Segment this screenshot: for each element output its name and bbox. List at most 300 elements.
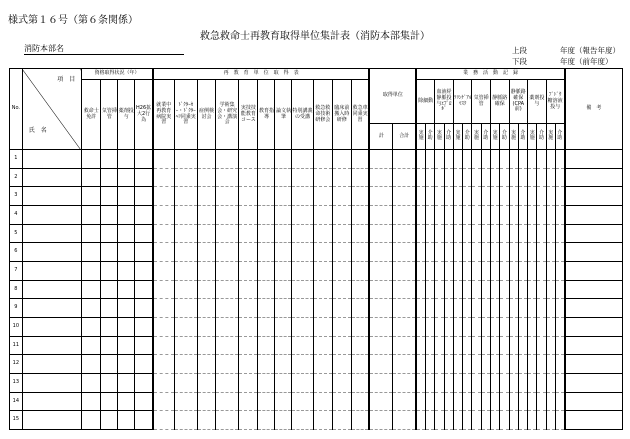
entry-cell[interactable]: [101, 280, 118, 299]
entry-cell[interactable]: [453, 411, 462, 430]
entry-cell[interactable]: [153, 411, 174, 430]
entry-cell[interactable]: [135, 261, 153, 280]
entry-cell[interactable]: [490, 168, 499, 187]
entry-cell[interactable]: [393, 187, 416, 206]
entry-cell[interactable]: [425, 373, 434, 392]
entry-cell[interactable]: [555, 299, 564, 318]
remarks-cell[interactable]: [565, 243, 623, 262]
entry-cell[interactable]: [118, 373, 135, 392]
remarks-cell[interactable]: [565, 355, 623, 374]
name-cell[interactable]: [22, 317, 81, 336]
entry-cell[interactable]: [197, 317, 215, 336]
entry-cell[interactable]: [292, 355, 313, 374]
entry-cell[interactable]: [425, 168, 434, 187]
entry-cell[interactable]: [174, 261, 197, 280]
entry-cell[interactable]: [518, 243, 527, 262]
entry-cell[interactable]: [463, 299, 472, 318]
entry-cell[interactable]: [528, 261, 537, 280]
entry-cell[interactable]: [82, 224, 101, 243]
entry-cell[interactable]: [425, 299, 434, 318]
entry-cell[interactable]: [369, 243, 392, 262]
entry-cell[interactable]: [500, 317, 509, 336]
entry-cell[interactable]: [82, 336, 101, 355]
entry-cell[interactable]: [416, 224, 425, 243]
entry-cell[interactable]: [275, 261, 292, 280]
entry-cell[interactable]: [435, 224, 444, 243]
name-cell[interactable]: [22, 336, 81, 355]
entry-cell[interactable]: [528, 205, 537, 224]
fire-hq-name-line[interactable]: [24, 54, 184, 55]
entry-cell[interactable]: [509, 149, 518, 168]
entry-cell[interactable]: [118, 392, 135, 411]
entry-cell[interactable]: [101, 411, 118, 430]
entry-cell[interactable]: [258, 336, 275, 355]
entry-cell[interactable]: [275, 411, 292, 430]
name-cell[interactable]: [22, 355, 81, 374]
entry-cell[interactable]: [555, 149, 564, 168]
entry-cell[interactable]: [481, 243, 490, 262]
entry-cell[interactable]: [174, 187, 197, 206]
entry-cell[interactable]: [393, 205, 416, 224]
entry-cell[interactable]: [101, 355, 118, 374]
remarks-cell[interactable]: [565, 187, 623, 206]
entry-cell[interactable]: [555, 411, 564, 430]
entry-cell[interactable]: [435, 243, 444, 262]
entry-cell[interactable]: [416, 373, 425, 392]
entry-cell[interactable]: [153, 336, 174, 355]
entry-cell[interactable]: [332, 392, 351, 411]
entry-cell[interactable]: [82, 187, 101, 206]
entry-cell[interactable]: [393, 336, 416, 355]
entry-cell[interactable]: [453, 392, 462, 411]
entry-cell[interactable]: [490, 280, 499, 299]
entry-cell[interactable]: [82, 149, 101, 168]
entry-cell[interactable]: [393, 149, 416, 168]
entry-cell[interactable]: [313, 355, 332, 374]
entry-cell[interactable]: [216, 355, 239, 374]
entry-cell[interactable]: [537, 317, 546, 336]
entry-cell[interactable]: [416, 392, 425, 411]
entry-cell[interactable]: [472, 411, 481, 430]
entry-cell[interactable]: [490, 411, 499, 430]
entry-cell[interactable]: [275, 355, 292, 374]
entry-cell[interactable]: [174, 355, 197, 374]
entry-cell[interactable]: [369, 299, 392, 318]
entry-cell[interactable]: [425, 336, 434, 355]
remarks-cell[interactable]: [565, 336, 623, 355]
entry-cell[interactable]: [118, 317, 135, 336]
entry-cell[interactable]: [416, 261, 425, 280]
entry-cell[interactable]: [518, 168, 527, 187]
entry-cell[interactable]: [481, 149, 490, 168]
entry-cell[interactable]: [537, 299, 546, 318]
entry-cell[interactable]: [118, 224, 135, 243]
entry-cell[interactable]: [82, 261, 101, 280]
entry-cell[interactable]: [444, 187, 453, 206]
entry-cell[interactable]: [509, 187, 518, 206]
entry-cell[interactable]: [528, 317, 537, 336]
entry-cell[interactable]: [258, 299, 275, 318]
entry-cell[interactable]: [509, 243, 518, 262]
entry-cell[interactable]: [393, 243, 416, 262]
entry-cell[interactable]: [369, 336, 392, 355]
entry-cell[interactable]: [435, 392, 444, 411]
entry-cell[interactable]: [101, 336, 118, 355]
entry-cell[interactable]: [216, 168, 239, 187]
entry-cell[interactable]: [135, 149, 153, 168]
entry-cell[interactable]: [197, 168, 215, 187]
entry-cell[interactable]: [153, 392, 174, 411]
entry-cell[interactable]: [463, 411, 472, 430]
entry-cell[interactable]: [275, 317, 292, 336]
entry-cell[interactable]: [258, 317, 275, 336]
entry-cell[interactable]: [528, 392, 537, 411]
entry-cell[interactable]: [481, 373, 490, 392]
entry-cell[interactable]: [435, 149, 444, 168]
entry-cell[interactable]: [463, 261, 472, 280]
entry-cell[interactable]: [500, 299, 509, 318]
entry-cell[interactable]: [453, 243, 462, 262]
entry-cell[interactable]: [435, 373, 444, 392]
entry-cell[interactable]: [313, 392, 332, 411]
entry-cell[interactable]: [275, 299, 292, 318]
entry-cell[interactable]: [351, 317, 369, 336]
entry-cell[interactable]: [463, 336, 472, 355]
entry-cell[interactable]: [453, 373, 462, 392]
remarks-cell[interactable]: [565, 299, 623, 318]
entry-cell[interactable]: [472, 317, 481, 336]
entry-cell[interactable]: [528, 411, 537, 430]
entry-cell[interactable]: [472, 205, 481, 224]
entry-cell[interactable]: [416, 336, 425, 355]
entry-cell[interactable]: [174, 205, 197, 224]
entry-cell[interactable]: [118, 411, 135, 430]
entry-cell[interactable]: [197, 205, 215, 224]
entry-cell[interactable]: [174, 168, 197, 187]
entry-cell[interactable]: [197, 373, 215, 392]
entry-cell[interactable]: [393, 280, 416, 299]
name-cell[interactable]: [22, 373, 81, 392]
entry-cell[interactable]: [118, 243, 135, 262]
entry-cell[interactable]: [351, 299, 369, 318]
entry-cell[interactable]: [313, 317, 332, 336]
entry-cell[interactable]: [275, 243, 292, 262]
entry-cell[interactable]: [258, 205, 275, 224]
entry-cell[interactable]: [537, 243, 546, 262]
entry-cell[interactable]: [82, 205, 101, 224]
entry-cell[interactable]: [509, 355, 518, 374]
entry-cell[interactable]: [332, 187, 351, 206]
entry-cell[interactable]: [546, 243, 555, 262]
entry-cell[interactable]: [197, 261, 215, 280]
entry-cell[interactable]: [332, 317, 351, 336]
entry-cell[interactable]: [518, 392, 527, 411]
name-cell[interactable]: [22, 243, 81, 262]
entry-cell[interactable]: [174, 280, 197, 299]
entry-cell[interactable]: [393, 317, 416, 336]
entry-cell[interactable]: [518, 411, 527, 430]
entry-cell[interactable]: [135, 411, 153, 430]
entry-cell[interactable]: [472, 243, 481, 262]
entry-cell[interactable]: [509, 373, 518, 392]
entry-cell[interactable]: [425, 280, 434, 299]
entry-cell[interactable]: [444, 168, 453, 187]
entry-cell[interactable]: [509, 299, 518, 318]
entry-cell[interactable]: [472, 280, 481, 299]
entry-cell[interactable]: [101, 187, 118, 206]
entry-cell[interactable]: [416, 299, 425, 318]
entry-cell[interactable]: [453, 355, 462, 374]
entry-cell[interactable]: [490, 355, 499, 374]
entry-cell[interactable]: [258, 373, 275, 392]
entry-cell[interactable]: [292, 317, 313, 336]
entry-cell[interactable]: [425, 243, 434, 262]
entry-cell[interactable]: [528, 299, 537, 318]
entry-cell[interactable]: [332, 243, 351, 262]
entry-cell[interactable]: [444, 373, 453, 392]
entry-cell[interactable]: [369, 373, 392, 392]
entry-cell[interactable]: [537, 280, 546, 299]
entry-cell[interactable]: [490, 224, 499, 243]
entry-cell[interactable]: [463, 168, 472, 187]
entry-cell[interactable]: [369, 149, 392, 168]
entry-cell[interactable]: [351, 261, 369, 280]
entry-cell[interactable]: [239, 336, 258, 355]
entry-cell[interactable]: [153, 280, 174, 299]
entry-cell[interactable]: [393, 411, 416, 430]
entry-cell[interactable]: [444, 243, 453, 262]
entry-cell[interactable]: [275, 373, 292, 392]
name-cell[interactable]: [22, 224, 81, 243]
entry-cell[interactable]: [101, 317, 118, 336]
entry-cell[interactable]: [481, 299, 490, 318]
entry-cell[interactable]: [463, 243, 472, 262]
entry-cell[interactable]: [275, 336, 292, 355]
entry-cell[interactable]: [463, 205, 472, 224]
remarks-cell[interactable]: [565, 411, 623, 430]
remarks-cell[interactable]: [565, 280, 623, 299]
name-cell[interactable]: [22, 411, 81, 430]
entry-cell[interactable]: [239, 168, 258, 187]
entry-cell[interactable]: [239, 355, 258, 374]
entry-cell[interactable]: [216, 261, 239, 280]
entry-cell[interactable]: [425, 411, 434, 430]
entry-cell[interactable]: [101, 373, 118, 392]
entry-cell[interactable]: [369, 224, 392, 243]
remarks-cell[interactable]: [565, 149, 623, 168]
entry-cell[interactable]: [481, 411, 490, 430]
entry-cell[interactable]: [490, 261, 499, 280]
entry-cell[interactable]: [118, 299, 135, 318]
entry-cell[interactable]: [351, 355, 369, 374]
entry-cell[interactable]: [463, 373, 472, 392]
entry-cell[interactable]: [500, 336, 509, 355]
entry-cell[interactable]: [537, 187, 546, 206]
entry-cell[interactable]: [239, 373, 258, 392]
entry-cell[interactable]: [518, 205, 527, 224]
entry-cell[interactable]: [101, 224, 118, 243]
entry-cell[interactable]: [555, 392, 564, 411]
entry-cell[interactable]: [101, 261, 118, 280]
entry-cell[interactable]: [509, 392, 518, 411]
entry-cell[interactable]: [275, 392, 292, 411]
entry-cell[interactable]: [153, 224, 174, 243]
entry-cell[interactable]: [500, 168, 509, 187]
entry-cell[interactable]: [555, 280, 564, 299]
entry-cell[interactable]: [239, 243, 258, 262]
entry-cell[interactable]: [555, 205, 564, 224]
entry-cell[interactable]: [509, 317, 518, 336]
entry-cell[interactable]: [82, 299, 101, 318]
entry-cell[interactable]: [546, 373, 555, 392]
entry-cell[interactable]: [174, 149, 197, 168]
entry-cell[interactable]: [369, 168, 392, 187]
entry-cell[interactable]: [490, 243, 499, 262]
name-cell[interactable]: [22, 168, 81, 187]
entry-cell[interactable]: [555, 317, 564, 336]
entry-cell[interactable]: [239, 317, 258, 336]
entry-cell[interactable]: [500, 392, 509, 411]
entry-cell[interactable]: [216, 243, 239, 262]
entry-cell[interactable]: [546, 280, 555, 299]
entry-cell[interactable]: [555, 224, 564, 243]
entry-cell[interactable]: [500, 187, 509, 206]
entry-cell[interactable]: [197, 411, 215, 430]
entry-cell[interactable]: [216, 224, 239, 243]
entry-cell[interactable]: [472, 261, 481, 280]
entry-cell[interactable]: [453, 261, 462, 280]
entry-cell[interactable]: [555, 373, 564, 392]
entry-cell[interactable]: [174, 243, 197, 262]
entry-cell[interactable]: [332, 299, 351, 318]
entry-cell[interactable]: [197, 336, 215, 355]
entry-cell[interactable]: [444, 149, 453, 168]
entry-cell[interactable]: [537, 149, 546, 168]
entry-cell[interactable]: [444, 224, 453, 243]
entry-cell[interactable]: [332, 168, 351, 187]
entry-cell[interactable]: [481, 168, 490, 187]
entry-cell[interactable]: [490, 205, 499, 224]
entry-cell[interactable]: [500, 261, 509, 280]
entry-cell[interactable]: [153, 205, 174, 224]
entry-cell[interactable]: [425, 392, 434, 411]
entry-cell[interactable]: [481, 280, 490, 299]
entry-cell[interactable]: [444, 280, 453, 299]
entry-cell[interactable]: [555, 168, 564, 187]
entry-cell[interactable]: [313, 261, 332, 280]
entry-cell[interactable]: [216, 205, 239, 224]
entry-cell[interactable]: [101, 243, 118, 262]
entry-cell[interactable]: [351, 224, 369, 243]
entry-cell[interactable]: [500, 243, 509, 262]
entry-cell[interactable]: [101, 205, 118, 224]
entry-cell[interactable]: [369, 187, 392, 206]
entry-cell[interactable]: [101, 168, 118, 187]
entry-cell[interactable]: [135, 392, 153, 411]
entry-cell[interactable]: [275, 168, 292, 187]
entry-cell[interactable]: [425, 317, 434, 336]
entry-cell[interactable]: [153, 243, 174, 262]
entry-cell[interactable]: [500, 280, 509, 299]
entry-cell[interactable]: [435, 261, 444, 280]
entry-cell[interactable]: [393, 355, 416, 374]
entry-cell[interactable]: [435, 205, 444, 224]
entry-cell[interactable]: [509, 280, 518, 299]
entry-cell[interactable]: [292, 187, 313, 206]
entry-cell[interactable]: [313, 168, 332, 187]
entry-cell[interactable]: [118, 355, 135, 374]
entry-cell[interactable]: [313, 149, 332, 168]
entry-cell[interactable]: [435, 168, 444, 187]
entry-cell[interactable]: [528, 187, 537, 206]
entry-cell[interactable]: [239, 411, 258, 430]
entry-cell[interactable]: [435, 317, 444, 336]
entry-cell[interactable]: [481, 205, 490, 224]
entry-cell[interactable]: [258, 392, 275, 411]
remarks-cell[interactable]: [565, 373, 623, 392]
entry-cell[interactable]: [472, 373, 481, 392]
entry-cell[interactable]: [453, 299, 462, 318]
entry-cell[interactable]: [481, 261, 490, 280]
entry-cell[interactable]: [239, 149, 258, 168]
entry-cell[interactable]: [472, 336, 481, 355]
entry-cell[interactable]: [135, 336, 153, 355]
entry-cell[interactable]: [332, 261, 351, 280]
entry-cell[interactable]: [546, 392, 555, 411]
entry-cell[interactable]: [537, 355, 546, 374]
remarks-cell[interactable]: [565, 224, 623, 243]
entry-cell[interactable]: [197, 355, 215, 374]
entry-cell[interactable]: [174, 336, 197, 355]
entry-cell[interactable]: [239, 392, 258, 411]
entry-cell[interactable]: [537, 411, 546, 430]
entry-cell[interactable]: [490, 299, 499, 318]
entry-cell[interactable]: [258, 411, 275, 430]
entry-cell[interactable]: [292, 280, 313, 299]
entry-cell[interactable]: [546, 355, 555, 374]
entry-cell[interactable]: [258, 261, 275, 280]
entry-cell[interactable]: [518, 355, 527, 374]
entry-cell[interactable]: [239, 280, 258, 299]
entry-cell[interactable]: [393, 299, 416, 318]
entry-cell[interactable]: [528, 373, 537, 392]
entry-cell[interactable]: [435, 336, 444, 355]
entry-cell[interactable]: [509, 411, 518, 430]
entry-cell[interactable]: [216, 149, 239, 168]
entry-cell[interactable]: [518, 224, 527, 243]
entry-cell[interactable]: [444, 392, 453, 411]
entry-cell[interactable]: [118, 168, 135, 187]
entry-cell[interactable]: [332, 336, 351, 355]
entry-cell[interactable]: [275, 224, 292, 243]
entry-cell[interactable]: [537, 336, 546, 355]
entry-cell[interactable]: [351, 205, 369, 224]
entry-cell[interactable]: [444, 411, 453, 430]
entry-cell[interactable]: [537, 224, 546, 243]
entry-cell[interactable]: [490, 187, 499, 206]
entry-cell[interactable]: [453, 224, 462, 243]
entry-cell[interactable]: [435, 411, 444, 430]
entry-cell[interactable]: [135, 205, 153, 224]
entry-cell[interactable]: [444, 317, 453, 336]
entry-cell[interactable]: [500, 355, 509, 374]
entry-cell[interactable]: [416, 243, 425, 262]
entry-cell[interactable]: [153, 168, 174, 187]
entry-cell[interactable]: [369, 280, 392, 299]
entry-cell[interactable]: [369, 317, 392, 336]
entry-cell[interactable]: [82, 280, 101, 299]
entry-cell[interactable]: [197, 224, 215, 243]
